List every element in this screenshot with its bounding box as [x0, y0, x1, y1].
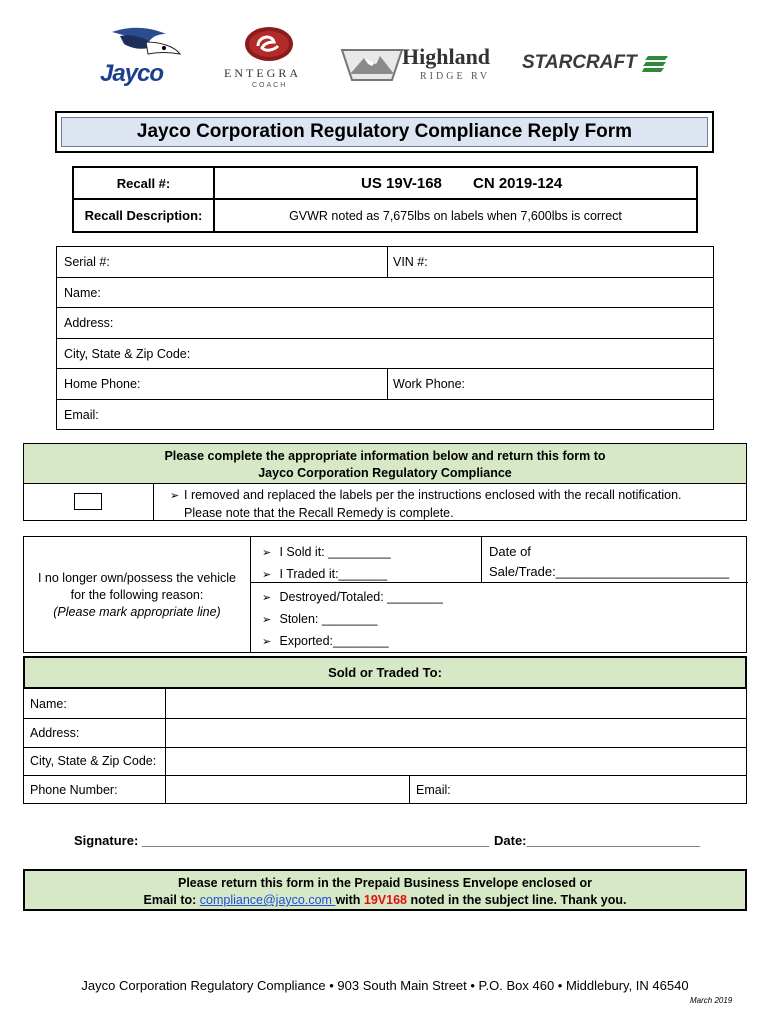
- sold-name-field[interactable]: [166, 689, 748, 718]
- replaced-checkbox[interactable]: [74, 493, 102, 510]
- arrow-bullet-icon: ➢: [262, 636, 272, 648]
- owner-info-grid: [56, 246, 714, 430]
- name-label: Name:: [64, 285, 101, 300]
- form-title-box: [55, 111, 714, 153]
- recall-description-label: Recall Description:: [74, 200, 215, 231]
- work-phone-label: Work Phone:: [393, 377, 466, 392]
- date-of-sale[interactable]: Date of Sale/Trade:________________________: [489, 544, 730, 579]
- footer-date: March 2019: [690, 996, 733, 1005]
- signature-line[interactable]: Signature: ________________________________________________: [74, 833, 489, 848]
- sold-phone-label: Phone Number:: [30, 783, 118, 797]
- arrow-bullet-icon: ➢: [262, 614, 272, 626]
- recall-code: 19V168: [363, 893, 408, 907]
- entegra-logo: [222, 26, 318, 94]
- sold-email-label: Email:: [416, 783, 451, 797]
- traded-it-line[interactable]: ➢ I Traded it:_______: [262, 564, 391, 586]
- recall-number-value: US 19V-168 CN 2019-124: [215, 168, 696, 200]
- phone-row: [57, 369, 713, 400]
- sold-to-header: Sold or Traded To:: [23, 656, 747, 689]
- starcraft-stripes-icon: [642, 56, 668, 72]
- exported-line[interactable]: ➢ Exported:________: [262, 631, 443, 653]
- recall-description-value: GVWR noted as 7,675lbs on labels when 7,600lbs is correct: [289, 208, 622, 223]
- sold-to-table: [23, 689, 747, 804]
- entegra-wordmark: ENTEGRA: [224, 66, 301, 80]
- no-longer-own-text: I no longer own/possess the vehicle for the following reason: (Please mark appropriate line): [37, 571, 237, 619]
- recall-number-label: Recall #:: [74, 168, 215, 200]
- recall-table: [72, 166, 698, 233]
- starcraft-wordmark: STARCRAFT: [522, 52, 637, 73]
- sold-it-line[interactable]: ➢ I Sold it: _________: [262, 542, 391, 564]
- return-line2: Email to: compliance@jayco.com with 19V168 noted in the subject line. Thank you.: [143, 893, 627, 907]
- starcraft-logo: [522, 52, 672, 78]
- return-line1: Please return this form in the Prepaid Business Envelope enclosed or: [177, 876, 592, 890]
- name-row: [57, 278, 713, 309]
- email-row: [57, 400, 713, 431]
- return-instructions-box: [23, 869, 747, 911]
- no-longer-own-box: [23, 536, 747, 653]
- sold-address-field[interactable]: [166, 718, 748, 747]
- sold-city-label: City, State & Zip Code:: [30, 754, 157, 768]
- sold-phone-field[interactable]: [166, 775, 409, 804]
- entegra-emblem-icon: [244, 26, 294, 62]
- instructions-line2: Jayco Corporation Regulatory Compliance: [258, 466, 512, 480]
- vin-label: VIN #:: [393, 255, 428, 269]
- highland-sub: RIDGE RV: [420, 71, 491, 82]
- address-label: Address:: [64, 316, 114, 331]
- jayco-wordmark: Jayco: [100, 60, 164, 87]
- option-replaced-row: [23, 484, 747, 521]
- arrow-bullet-icon: ➢: [262, 592, 272, 604]
- city-label: City, State & Zip Code:: [64, 346, 191, 361]
- sold-address-label: Address:: [30, 726, 80, 740]
- replaced-text-line2: Please note that the Recall Remedy is complete.: [184, 506, 454, 520]
- address-row: [57, 308, 713, 339]
- instructions-line1: Please complete the appropriate information below and return this form to: [164, 449, 606, 463]
- destroyed-line[interactable]: ➢ Destroyed/Totaled: ________: [262, 587, 443, 609]
- arrow-bullet-icon: ➢: [262, 547, 272, 559]
- highland-wordmark: Highland: [402, 44, 491, 69]
- replaced-text-line1: I removed and replaced the labels per the instructions enclosed with the recall notification.: [184, 488, 682, 502]
- stolen-line[interactable]: ➢ Stolen: ________: [262, 609, 443, 631]
- entegra-sub: COACH: [252, 82, 288, 89]
- highland-logo: [340, 44, 500, 86]
- serial-label: Serial #:: [64, 255, 110, 269]
- instructions-banner: [23, 443, 747, 484]
- jayco-logo: [98, 24, 190, 87]
- email-label: Email:: [64, 408, 99, 422]
- serial-vin-row: [57, 247, 713, 278]
- footer-address: Jayco Corporation Regulatory Compliance • 903 South Main Street • P.O. Box 460 • Middlebury, IN 46540: [81, 978, 689, 993]
- compliance-email-link[interactable]: compliance@jayco.com: [199, 893, 336, 907]
- home-phone-label: Home Phone:: [64, 377, 141, 392]
- highland-mountain-icon: [340, 44, 404, 84]
- date-line[interactable]: Date:________________________: [494, 833, 701, 848]
- jayco-bird-icon: [98, 24, 190, 64]
- form-title: Jayco Corporation Regulatory Compliance Reply Form: [61, 117, 708, 147]
- city-row: [57, 339, 713, 370]
- arrow-bullet-icon: ➢: [170, 490, 180, 502]
- arrow-bullet-icon: ➢: [262, 569, 272, 581]
- sold-name-label: Name:: [30, 697, 67, 711]
- sold-city-field[interactable]: [166, 747, 748, 775]
